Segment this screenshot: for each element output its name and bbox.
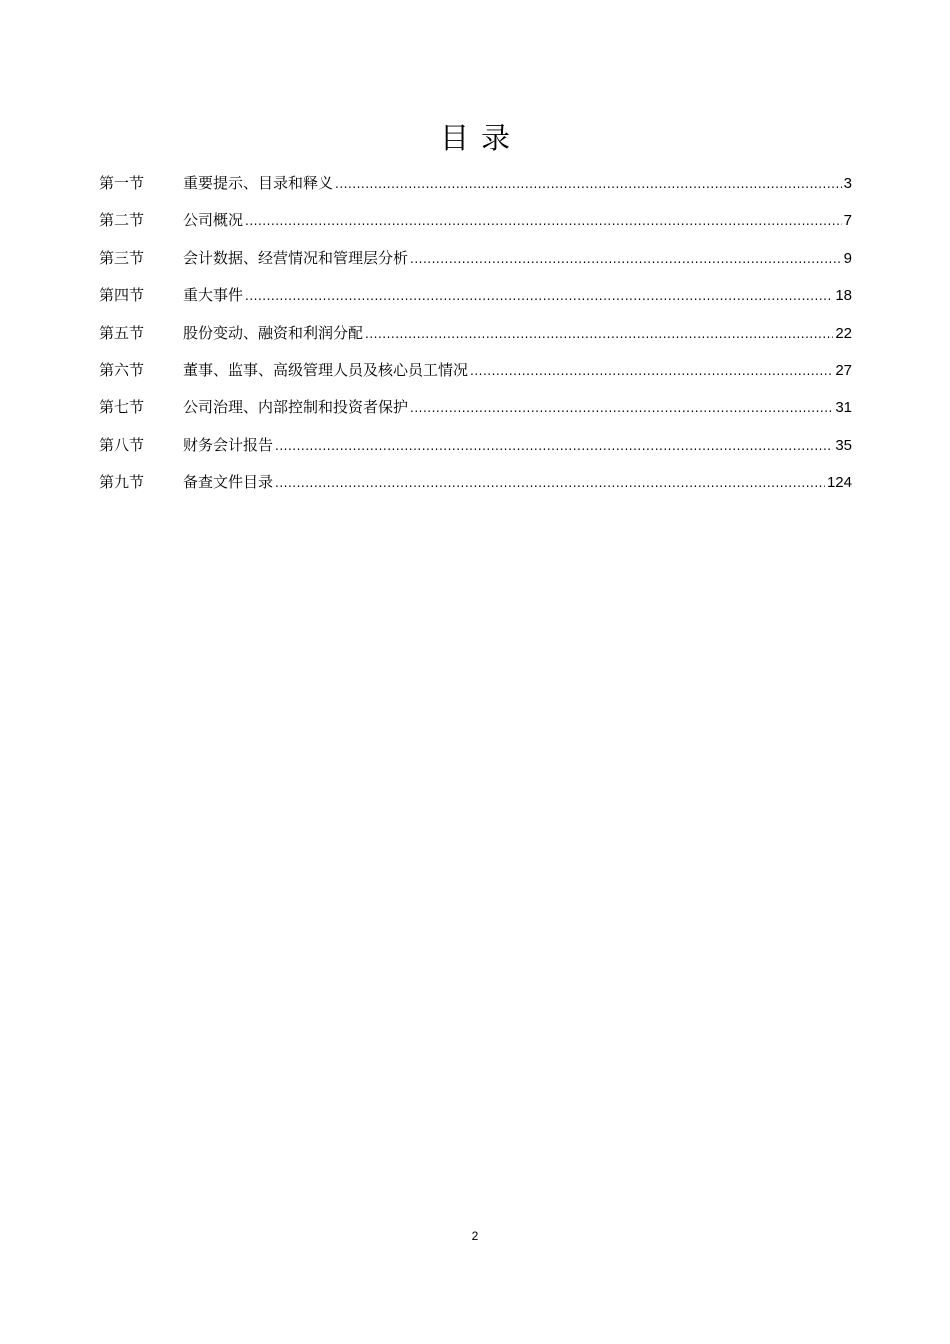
toc-page-number: 22 xyxy=(835,324,852,342)
toc-section-label: 第四节 xyxy=(99,286,145,305)
toc-entry[interactable] xyxy=(99,209,852,246)
toc-entry-title: 股份变动、融资和利润分配 xyxy=(183,323,364,342)
toc-page-number: 31 xyxy=(835,399,852,417)
toc-entry-title: 重要提示、目录和释义 xyxy=(183,174,334,192)
dot-leader xyxy=(470,360,833,382)
dot-leader xyxy=(245,285,833,307)
toc-section-label: 第七节 xyxy=(99,398,145,417)
toc-entry[interactable] xyxy=(99,247,852,284)
toc-entry-title: 公司治理、内部控制和投资者保护 xyxy=(183,398,409,417)
dot-leader xyxy=(410,397,833,419)
toc-entry[interactable] xyxy=(99,396,852,433)
table-of-contents xyxy=(99,172,852,509)
toc-section-label: 第九节 xyxy=(99,473,145,492)
toc-entry[interactable] xyxy=(99,471,852,508)
toc-section-label: 第三节 xyxy=(99,248,145,267)
page-number: 2 xyxy=(471,1229,479,1243)
toc-section-label: 第六节 xyxy=(99,360,145,379)
toc-entry[interactable] xyxy=(99,434,852,471)
toc-page-number: 27 xyxy=(835,361,852,379)
toc-section-label: 第二节 xyxy=(99,211,145,230)
toc-entry[interactable] xyxy=(99,359,852,396)
toc-entry-title: 重大事件 xyxy=(183,286,244,305)
toc-section-label: 第五节 xyxy=(99,323,145,342)
toc-section-label: 第八节 xyxy=(99,435,145,454)
toc-entry-title: 会计数据、经营情况和管理层分析 xyxy=(183,248,409,267)
toc-entry-title: 公司概况 xyxy=(183,211,244,230)
dot-leader xyxy=(275,472,825,494)
toc-section-label: 第一节 xyxy=(99,174,145,192)
toc-page-number: 9 xyxy=(843,249,852,267)
dot-leader xyxy=(245,210,842,232)
toc-entry[interactable] xyxy=(99,284,852,321)
toc-page-number: 3 xyxy=(843,175,852,192)
page-title: 目录 xyxy=(439,121,522,155)
dot-leader xyxy=(410,248,842,270)
dot-leader xyxy=(365,323,833,345)
toc-entry[interactable] xyxy=(99,172,852,209)
toc-entry-title: 董事、监事、高级管理人员及核心员工情况 xyxy=(183,360,469,379)
toc-entry-title: 备查文件目录 xyxy=(183,473,274,492)
toc-entry[interactable] xyxy=(99,322,852,359)
toc-page-number: 35 xyxy=(835,436,852,454)
toc-page-number: 18 xyxy=(835,287,852,305)
dot-leader xyxy=(275,435,833,457)
dot-leader xyxy=(335,173,842,195)
toc-entry-title: 财务会计报告 xyxy=(183,435,274,454)
toc-page-number: 7 xyxy=(843,212,852,230)
toc-page-number: 124 xyxy=(826,474,852,492)
